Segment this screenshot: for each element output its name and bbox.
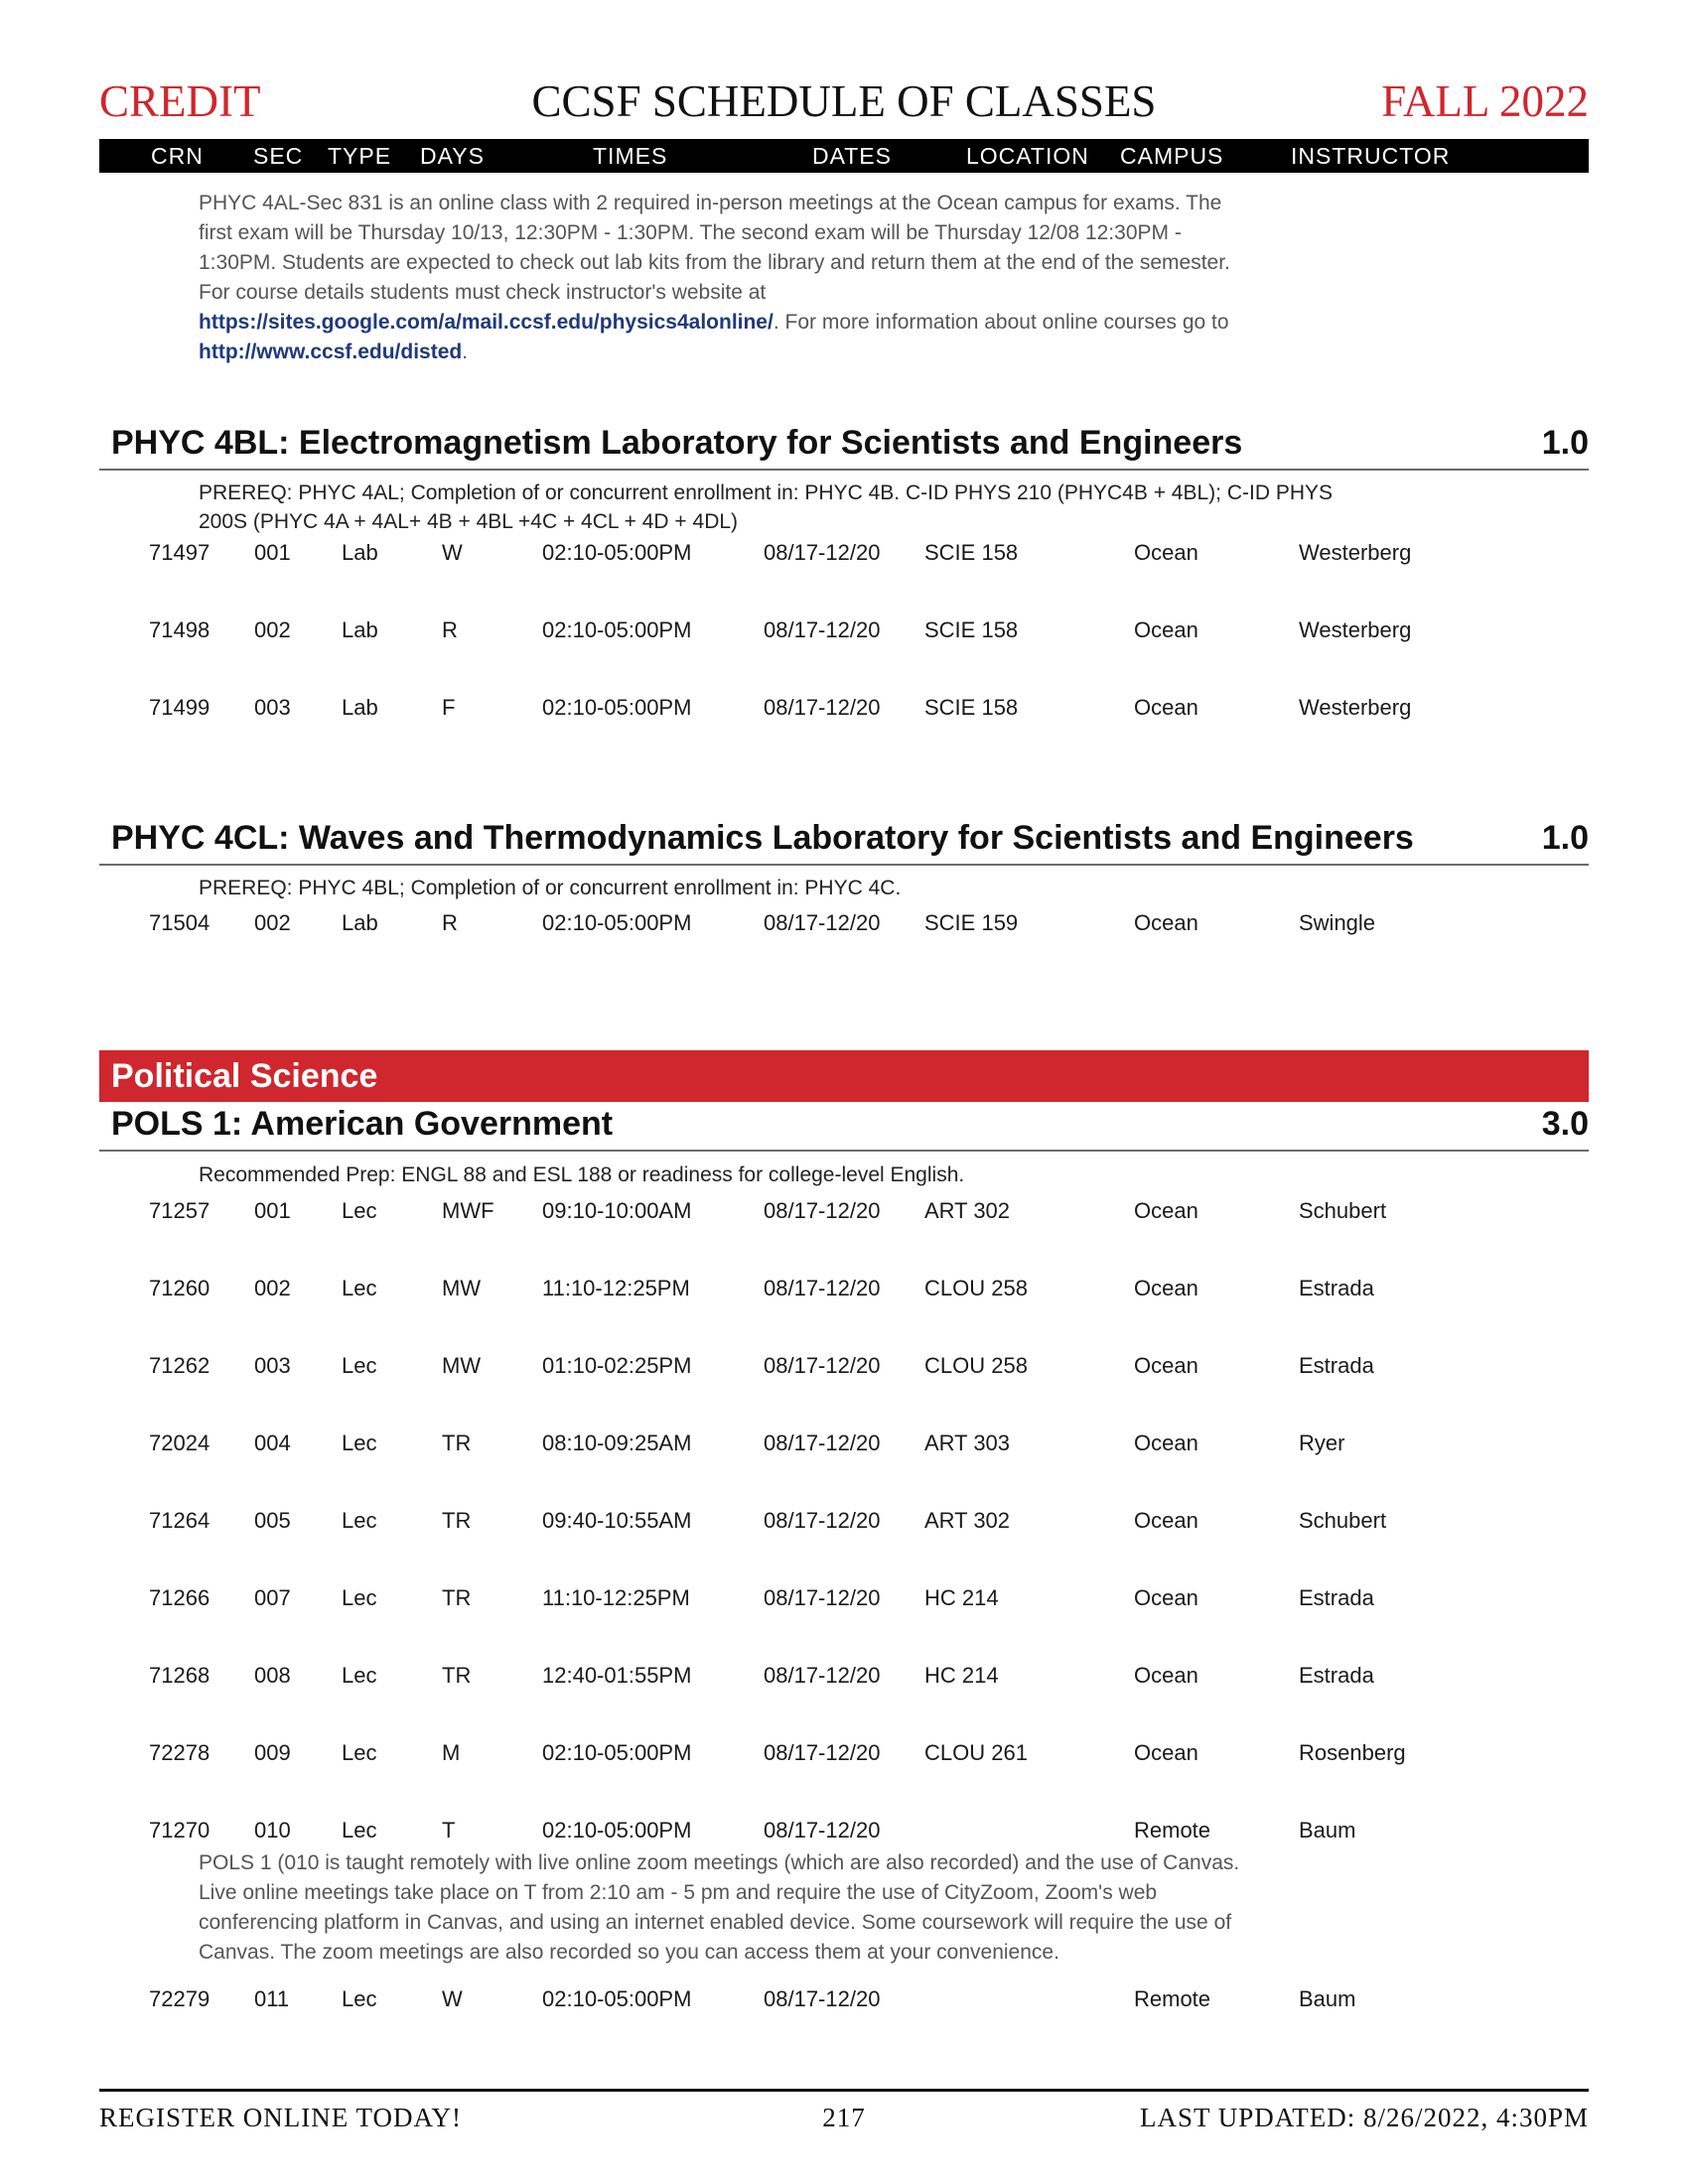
- last-updated: LAST UPDATED: 8/26/2022, 4:30PM: [1139, 2103, 1589, 2132]
- prereq-phyc4cl: PREREQ: PHYC 4BL; Completion of or concurrent enrollment in: PHYC 4C.: [199, 877, 902, 899]
- cell-times: 02:10-05:00PM: [542, 1740, 692, 1765]
- col-dates: DATES: [812, 143, 892, 169]
- course-title-phyc4bl: PHYC 4BL: Electromagnetism Laboratory for Scientists and Engineers: [111, 424, 1243, 462]
- cell-instructor: Westerberg: [1299, 617, 1412, 642]
- cell-days: MW: [442, 1276, 482, 1300]
- cell-days: TR: [442, 1431, 472, 1455]
- cell-instructor: Estrada: [1299, 1276, 1374, 1300]
- cell-campus: Remote: [1134, 1986, 1211, 2011]
- cell-section-number: 008: [254, 1663, 291, 1688]
- cell-times: 01:10-02:25PM: [542, 1353, 692, 1378]
- cell-times: 09:10-10:00AM: [542, 1198, 692, 1223]
- note-text-3: .: [462, 341, 469, 363]
- cell-campus: Ocean: [1134, 1431, 1198, 1455]
- cell-campus: Ocean: [1134, 540, 1198, 565]
- cell-campus: Ocean: [1134, 1740, 1198, 1765]
- cell-section-number: 002: [254, 1276, 291, 1300]
- cell-dates: 08/17-12/20: [764, 540, 881, 565]
- page-title: CCSF SCHEDULE OF CLASSES: [531, 76, 1157, 126]
- cell-crn: 71499: [149, 695, 211, 720]
- cell-section-number: 007: [254, 1585, 291, 1610]
- cell-dates: 08/17-12/20: [764, 695, 881, 720]
- cell-location: SCIE 158: [924, 540, 1019, 565]
- credit-label: CREDIT: [99, 76, 261, 126]
- course-title-phyc4cl: PHYC 4CL: Waves and Thermodynamics Laboratory for Scientists and Engineers: [111, 819, 1414, 857]
- cell-type: Lab: [342, 695, 378, 720]
- cell-section-number: 002: [254, 617, 291, 642]
- cell-section-number: 010: [254, 1818, 291, 1843]
- table-row: [0, 693, 1688, 723]
- cell-days: TR: [442, 1663, 472, 1688]
- department-name: Political Science: [111, 1057, 378, 1095]
- cell-location: HC 214: [924, 1663, 999, 1688]
- cell-dates: 08/17-12/20: [764, 1740, 881, 1765]
- cell-dates: 08/17-12/20: [764, 617, 881, 642]
- cell-days: R: [442, 910, 458, 935]
- cell-days: F: [442, 695, 456, 720]
- cell-crn: 71270: [149, 1818, 211, 1843]
- pols1-remote-note: POLS 1 (010 is taught remotely with live online zoom meetings (which are also recorded) and the use of Canvas. Live online meetings take place on T from 2:10 am - 5 pm and require the use of CityZoom, Zoom's web conferencing platform in Canvas, and using an internet enabled device. Some coursework will require the use of Canvas. The zoom meetings are also recorded so you can access them at your convenience.: [199, 1851, 1240, 1964]
- cell-section-number: 005: [254, 1508, 291, 1533]
- cell-crn: 71268: [149, 1663, 211, 1688]
- cell-instructor: Estrada: [1299, 1663, 1374, 1688]
- footer-divider: [99, 2089, 1589, 2092]
- cell-instructor: Westerberg: [1299, 540, 1412, 565]
- cell-type: Lec: [342, 1276, 377, 1300]
- table-row: [0, 1351, 1688, 1381]
- cell-times: 02:10-05:00PM: [542, 1986, 692, 2011]
- cell-location: ART 303: [924, 1431, 1011, 1455]
- cell-location: CLOU 258: [924, 1276, 1028, 1300]
- cell-days: W: [442, 1986, 463, 2011]
- cell-location: SCIE 158: [924, 617, 1019, 642]
- disted-link[interactable]: http://www.ccsf.edu/disted: [199, 341, 463, 363]
- col-days: DAYS: [420, 143, 485, 169]
- cell-days: TR: [442, 1585, 472, 1610]
- table-row: [0, 615, 1688, 645]
- table-row: [0, 1816, 1688, 1845]
- cell-instructor: Schubert: [1299, 1508, 1387, 1533]
- cell-days: MWF: [442, 1198, 494, 1223]
- col-sec: SEC: [253, 143, 304, 169]
- cell-section-number: 004: [254, 1431, 291, 1455]
- cell-location: ART 302: [924, 1508, 1011, 1533]
- cell-section-number: 003: [254, 1353, 291, 1378]
- cell-instructor: Ryer: [1299, 1431, 1345, 1455]
- cell-days: MW: [442, 1353, 482, 1378]
- cell-times: 12:40-01:55PM: [542, 1663, 692, 1688]
- course-divider: [99, 864, 1589, 866]
- cell-location: CLOU 261: [924, 1740, 1028, 1765]
- cell-type: Lab: [342, 617, 378, 642]
- cell-section-number: 009: [254, 1740, 291, 1765]
- cell-times: 02:10-05:00PM: [542, 910, 692, 935]
- cell-type: Lec: [342, 1585, 377, 1610]
- cell-instructor: Estrada: [1299, 1353, 1374, 1378]
- course-title-pols1: POLS 1: American Government: [111, 1105, 614, 1143]
- cell-section-number: 011: [254, 1986, 290, 2011]
- col-instructor: INSTRUCTOR: [1291, 143, 1451, 169]
- cell-section-number: 003: [254, 695, 291, 720]
- course-divider: [99, 469, 1589, 471]
- cell-type: Lab: [342, 540, 378, 565]
- cell-type: Lec: [342, 1818, 377, 1843]
- table-row: [0, 1429, 1688, 1458]
- cell-crn: 71257: [149, 1198, 211, 1223]
- cell-section-number: 001: [254, 1198, 291, 1223]
- col-crn: CRN: [151, 143, 204, 169]
- table-row: [0, 908, 1688, 938]
- term-label: FALL 2022: [1381, 76, 1589, 126]
- cell-crn: 72279: [149, 1986, 211, 2011]
- table-row: [0, 1506, 1688, 1536]
- col-type: TYPE: [328, 143, 392, 169]
- cell-campus: Ocean: [1134, 1663, 1198, 1688]
- cell-days: M: [442, 1740, 461, 1765]
- cell-times: 08:10-09:25AM: [542, 1431, 692, 1455]
- table-row: [0, 538, 1688, 568]
- cell-days: R: [442, 617, 458, 642]
- column-header-bar: [99, 139, 1589, 173]
- cell-instructor: Schubert: [1299, 1198, 1387, 1223]
- cell-days: TR: [442, 1508, 472, 1533]
- cell-times: 02:10-05:00PM: [542, 617, 692, 642]
- cell-crn: 72024: [149, 1431, 211, 1455]
- table-row: [0, 1196, 1688, 1226]
- course-units-pols1: 3.0: [1541, 1105, 1589, 1143]
- course-divider: [99, 1150, 1589, 1152]
- cell-type: Lec: [342, 1198, 377, 1223]
- cell-crn: 71264: [149, 1508, 211, 1533]
- cell-times: 11:10-12:25PM: [542, 1585, 690, 1610]
- register-online-text: REGISTER ONLINE TODAY!: [99, 2103, 462, 2132]
- cell-crn: 71266: [149, 1585, 211, 1610]
- cell-crn: 71260: [149, 1276, 211, 1300]
- cell-type: Lec: [342, 1353, 377, 1378]
- cell-campus: Ocean: [1134, 1353, 1198, 1378]
- page-footer: [99, 2103, 1589, 2142]
- cell-campus: Ocean: [1134, 1585, 1198, 1610]
- page-header: [99, 73, 1589, 129]
- table-row: [0, 1274, 1688, 1303]
- department-band: [99, 1050, 1589, 1102]
- cell-location: CLOU 258: [924, 1353, 1028, 1378]
- cell-type: Lec: [342, 1431, 377, 1455]
- prereq-pols1: Recommended Prep: ENGL 88 and ESL 188 or readiness for college-level English.: [199, 1163, 965, 1186]
- cell-location: SCIE 159: [924, 910, 1019, 935]
- cell-times: 02:10-05:00PM: [542, 1818, 692, 1843]
- note-text-1: PHYC 4AL-Sec 831 is an online class with 2 required in-person meetings at the Ocean campus for exams. The first exam will be Thursday 10/13, 12:30PM - 1:30PM. The second exam will be Thursday 12/08 12:30PM - 1:30PM. Students are expected to check out lab kits from the library and return them at the end of the semester. For course details students must check instructor's website at: [199, 192, 1230, 304]
- course-units-phyc4cl: 1.0: [1541, 819, 1589, 857]
- cell-days: W: [442, 540, 463, 565]
- cell-type: Lec: [342, 1508, 377, 1533]
- col-location: LOCATION: [966, 143, 1089, 169]
- cell-dates: 08/17-12/20: [764, 1818, 881, 1843]
- cell-times: 11:10-12:25PM: [542, 1276, 690, 1300]
- table-row: [0, 1984, 1688, 2014]
- cell-dates: 08/17-12/20: [764, 1431, 881, 1455]
- phyc4al-online-note: [199, 189, 1251, 367]
- cell-campus: Ocean: [1134, 617, 1198, 642]
- cell-campus: Remote: [1134, 1818, 1211, 1843]
- cell-campus: Ocean: [1134, 1508, 1198, 1533]
- cell-campus: Ocean: [1134, 1198, 1198, 1223]
- cell-section-number: 002: [254, 910, 291, 935]
- table-row: [0, 1738, 1688, 1768]
- cell-campus: Ocean: [1134, 910, 1198, 935]
- page-number: 217: [822, 2103, 866, 2132]
- cell-instructor: Estrada: [1299, 1585, 1374, 1610]
- cell-instructor: Swingle: [1299, 910, 1376, 935]
- cell-dates: 08/17-12/20: [764, 1198, 881, 1223]
- cell-crn: 71504: [149, 910, 211, 935]
- cell-type: Lec: [342, 1986, 377, 2011]
- cell-days: T: [442, 1818, 456, 1843]
- cell-location: HC 214: [924, 1585, 999, 1610]
- cell-location: ART 302: [924, 1198, 1011, 1223]
- cell-dates: 08/17-12/20: [764, 1508, 881, 1533]
- cell-times: 02:10-05:00PM: [542, 695, 692, 720]
- cell-dates: 08/17-12/20: [764, 1276, 881, 1300]
- cell-instructor: Rosenberg: [1299, 1740, 1406, 1765]
- note-text-2: . For more information about online courses go to: [773, 311, 1229, 334]
- cell-dates: 08/17-12/20: [764, 1585, 881, 1610]
- cell-location: SCIE 158: [924, 695, 1019, 720]
- cell-type: Lab: [342, 910, 378, 935]
- table-row: [0, 1583, 1688, 1613]
- cell-section-number: 001: [254, 540, 291, 565]
- cell-type: Lec: [342, 1663, 377, 1688]
- cell-crn: 71497: [149, 540, 211, 565]
- instructor-website-link[interactable]: https://sites.google.com/a/mail.ccsf.edu/physics4alonline/: [199, 311, 774, 334]
- cell-campus: Ocean: [1134, 1276, 1198, 1300]
- prereq-phyc4bl: PREREQ: PHYC 4AL; Completion of or concurrent enrollment in: PHYC 4B. C-ID PHYS 210 (PHYC4B + 4BL); C-ID PHYS 200S (PHYC 4A + 4AL+ 4B + 4BL +4C + 4CL + 4D + 4DL): [199, 481, 1334, 533]
- table-row: [0, 1661, 1688, 1691]
- cell-instructor: Baum: [1299, 1818, 1356, 1843]
- cell-crn: 71498: [149, 617, 211, 642]
- cell-dates: 08/17-12/20: [764, 1663, 881, 1688]
- col-times: TIMES: [593, 143, 668, 169]
- cell-dates: 08/17-12/20: [764, 1353, 881, 1378]
- cell-crn: 72278: [149, 1740, 211, 1765]
- course-units-phyc4bl: 1.0: [1541, 424, 1589, 462]
- col-campus: CAMPUS: [1120, 143, 1224, 169]
- cell-crn: 71262: [149, 1353, 211, 1378]
- cell-instructor: Baum: [1299, 1986, 1356, 2011]
- cell-instructor: Westerberg: [1299, 695, 1412, 720]
- cell-type: Lec: [342, 1740, 377, 1765]
- cell-times: 02:10-05:00PM: [542, 540, 692, 565]
- cell-times: 09:40-10:55AM: [542, 1508, 692, 1533]
- cell-dates: 08/17-12/20: [764, 910, 881, 935]
- cell-campus: Ocean: [1134, 695, 1198, 720]
- cell-dates: 08/17-12/20: [764, 1986, 881, 2011]
